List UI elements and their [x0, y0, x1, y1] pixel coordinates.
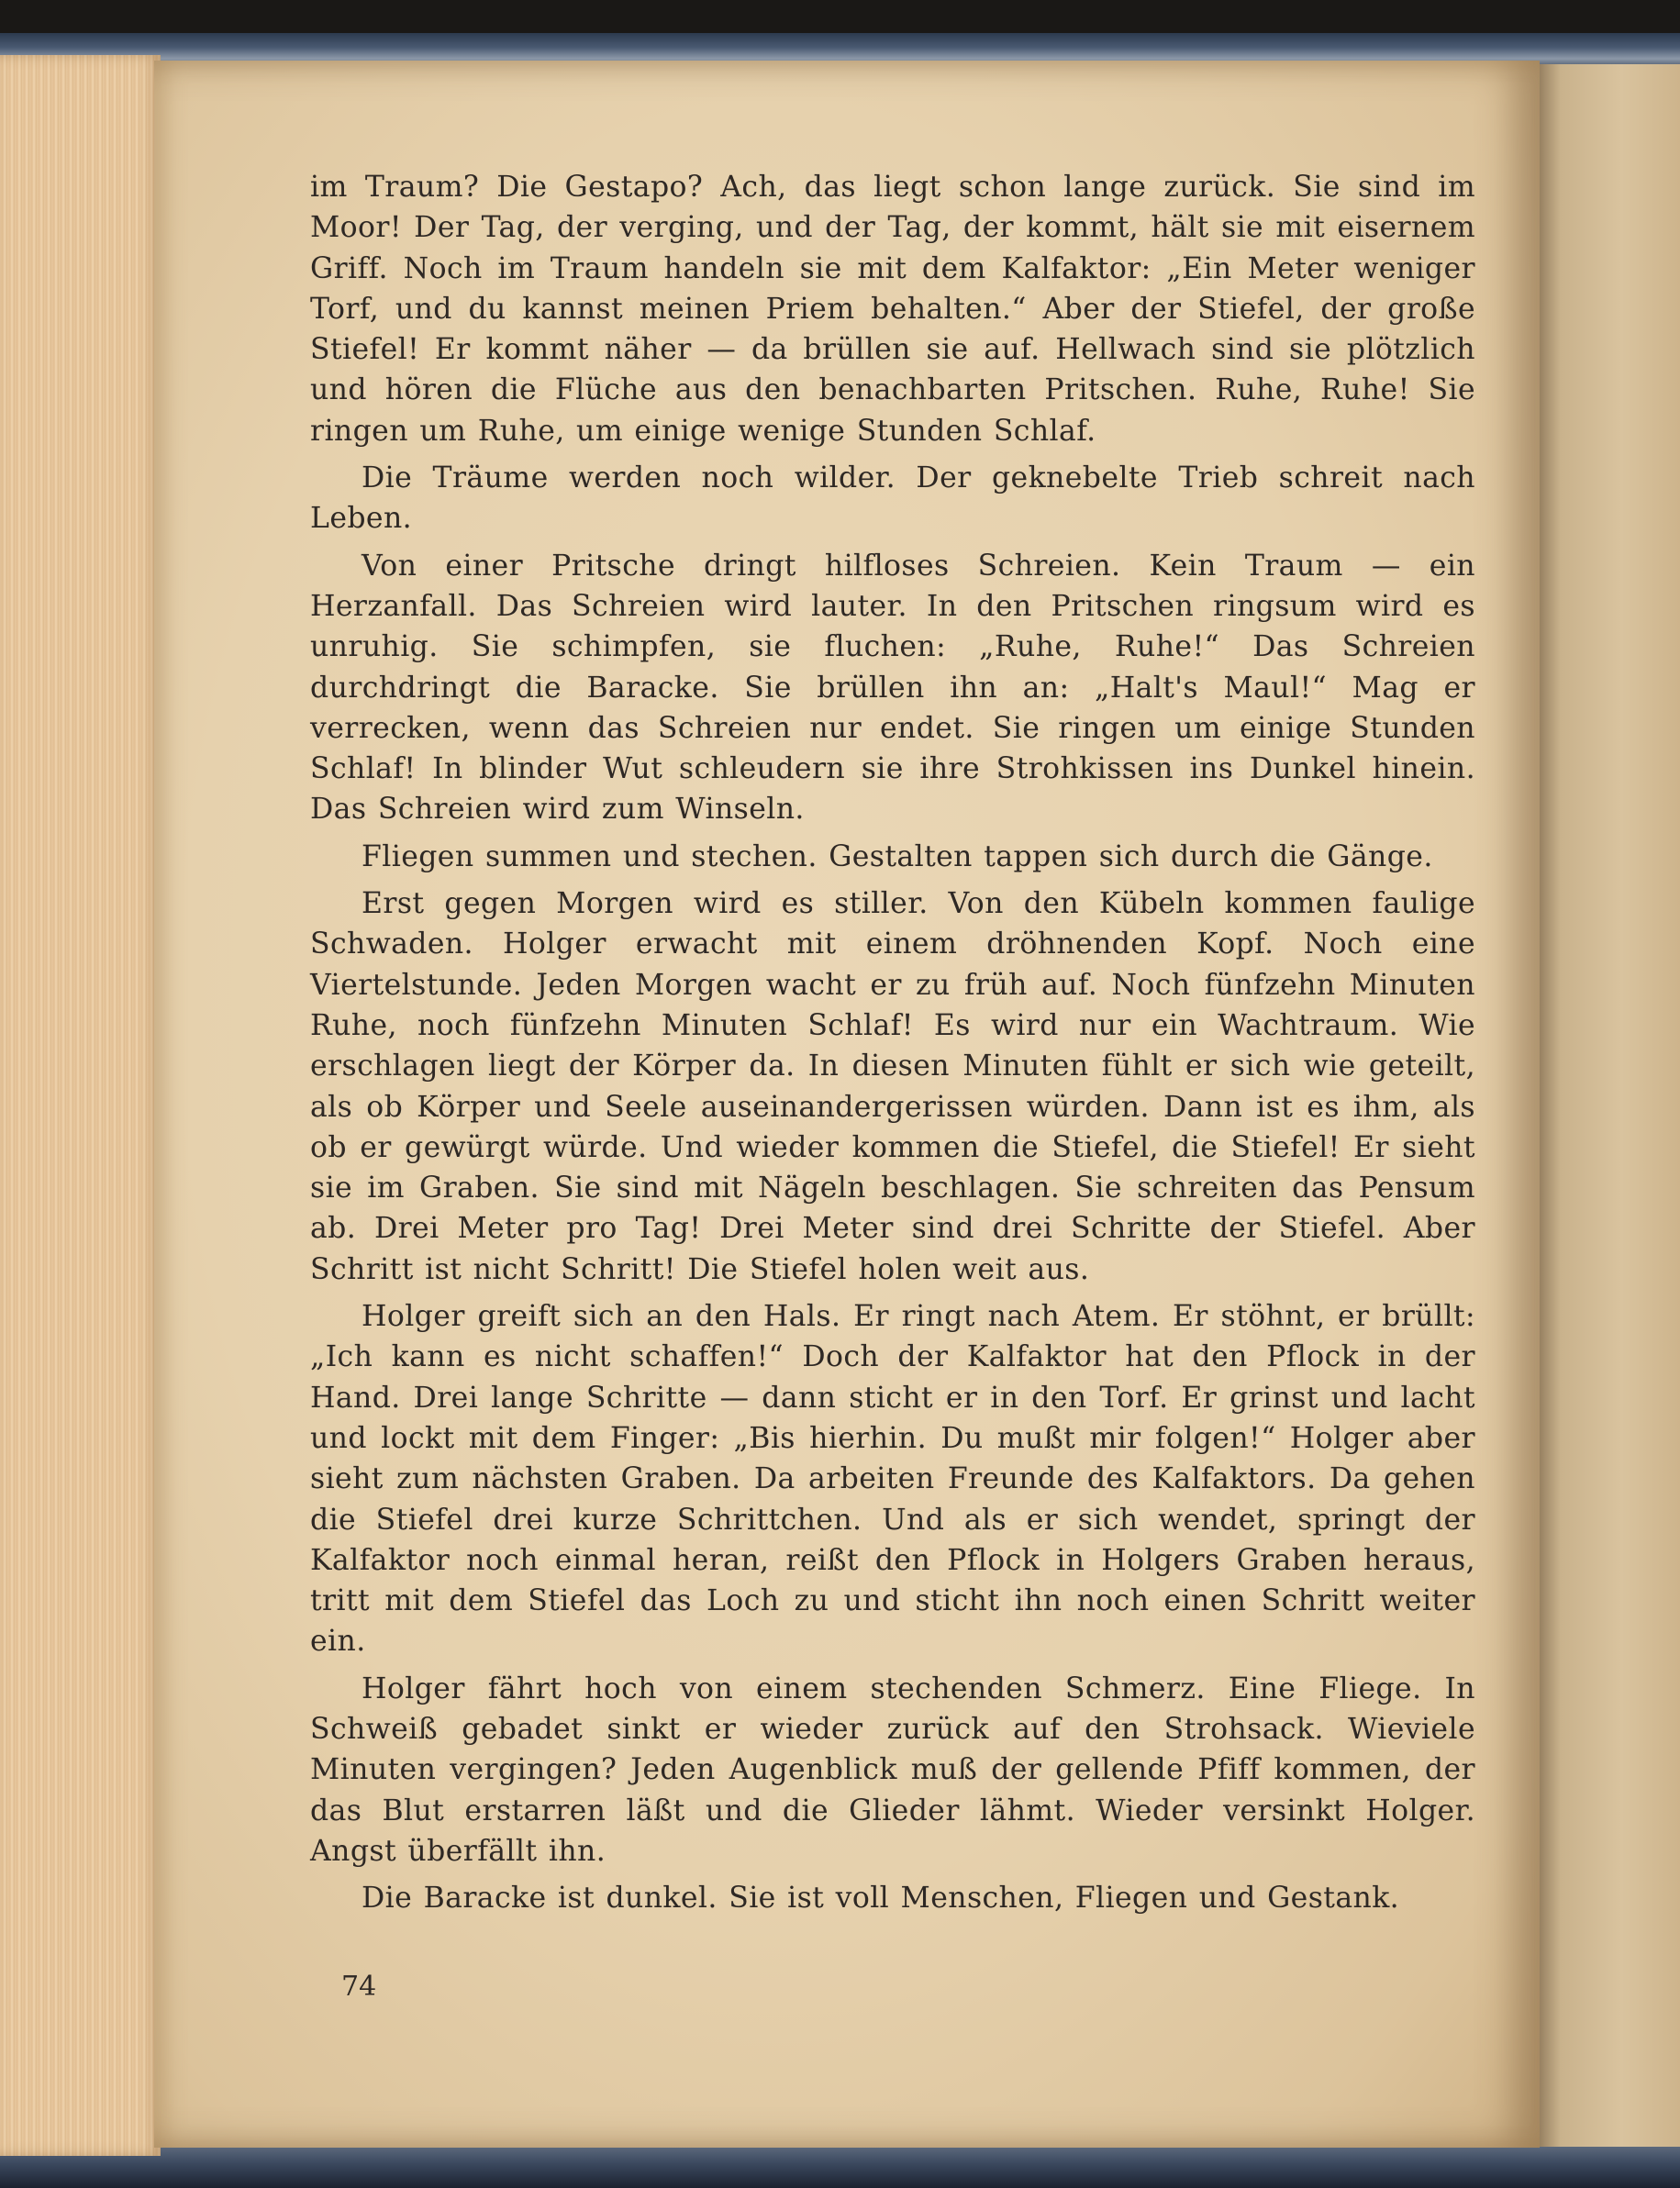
paragraph: Holger greift sich an den Hals. Er ringt nach Atem. Er stöhnt, er brüllt: „Ich kann es nicht schaffen!“ Doch der Kalfaktor hat den Pflock in der Hand. Drei lange Schritte — dann sticht er in den Torf. Er grinst und lacht und lockt mit dem Finger: „Bis hierhin. Du mußt mir folgen!“ Holger aber sieht zum nächsten Graben. Da arbeiten Freunde des Kalfaktors. Da gehen die Stiefel drei kurze Schrittchen. Und als er sich wendet, springt der Kalfaktor noch einmal heran, reißt den Pflock in Holgers Graben heraus, tritt mit dem Stiefel das Loch zu und sticht ihn noch einen Schritt weiter ein.	[310, 1300, 1475, 1659]
paragraph: Holger fährt hoch von einem stechenden Schmerz. Eine Fliege. In Schweiß gebadet sinkt er wieder zurück auf den Strohsack. Wieviele Minuten vergingen? Jeden Augenblick muß der gellende Pfiff kommen, der das Blut erstarren läßt und die Glieder lähmt. Wieder versinkt Holger. Angst überfällt ihn.	[310, 1672, 1475, 1868]
page-text-block	[310, 167, 1475, 1925]
paragraph: im Traum? Die Gestapo? Ach, das liegt schon lange zurück. Sie sind im Moor! Der Tag, der verging, und der Tag, der kommt, hält sie mit eisernem Griff. Noch im Traum handeln sie mit dem Kalfaktor: „Ein Meter weniger Torf, und du kannst meinen Priem behalten.“ Aber der Stiefel, der große Stiefel! Er kommt näher — da brüllen sie auf. Hellwach sind sie plötzlich und hören die Flüche aus den benachbarten Pritschen. Ruhe, Ruhe! Sie ringen um Ruhe, um einige wenige Stunden Schlaf.	[310, 171, 1475, 448]
page-stack-edge	[0, 55, 161, 2156]
paragraph: Die Träume werden noch wilder. Der geknebelte Trieb schreit nach Leben.	[310, 461, 1475, 536]
page-number: 74	[341, 1971, 377, 2003]
paragraph: Fliegen summen und stechen. Gestalten tappen sich durch die Gänge.	[362, 839, 1433, 873]
paragraph: Von einer Pritsche dringt hilfloses Schreien. Kein Traum — ein Herzanfall. Das Schreien wird lauter. In den Pritschen ringsum wird es unruhig. Sie schimpfen, sie fluchen: „Ruhe, Ruhe!“ Das Schreien durchdringt die Baracke. Sie brüllen ihn an: „Halt's Maul!“ Mag er verrecken, wenn das Schreien nur endet. Sie ringen um einige Stunden Schlaf! In blinder Wut schleudern sie ihre Strohkissen ins Dunkel hinein. Das Schreien wird zum Winseln.	[310, 549, 1475, 827]
paragraph: Erst gegen Morgen wird es stiller. Von den Kübeln kommen faulige Schwaden. Holger erwacht mit einem dröhnenden Kopf. Noch eine Viertelstunde. Jeden Morgen wacht er zu früh auf. Noch fünfzehn Minuten Ruhe, noch fünfzehn Minuten Schlaf! Es wird nur ein Wachtraum. Wie erschlagen liegt der Körper da. In diesen Minuten fühlt er sich wie geteilt, als ob Körper und Seele auseinandergerissen würden. Dann ist es ihm, als ob er gewürgt würde. Und wieder kommen die Stiefel, die Stiefel! Er sieht sie im Graben. Sie sind mit Nägeln beschlagen. Sie schreiten das Pensum ab. Drei Meter pro Tag! Drei Meter sind drei Schritte der Stiefel. Aber Schritt ist nicht Schritt! Die Stiefel holen weit aus.	[310, 887, 1475, 1286]
facing-page-edge	[1534, 64, 1680, 2147]
paragraph: Die Baracke ist dunkel. Sie ist voll Menschen, Fliegen und Gestank.	[362, 1882, 1400, 1916]
